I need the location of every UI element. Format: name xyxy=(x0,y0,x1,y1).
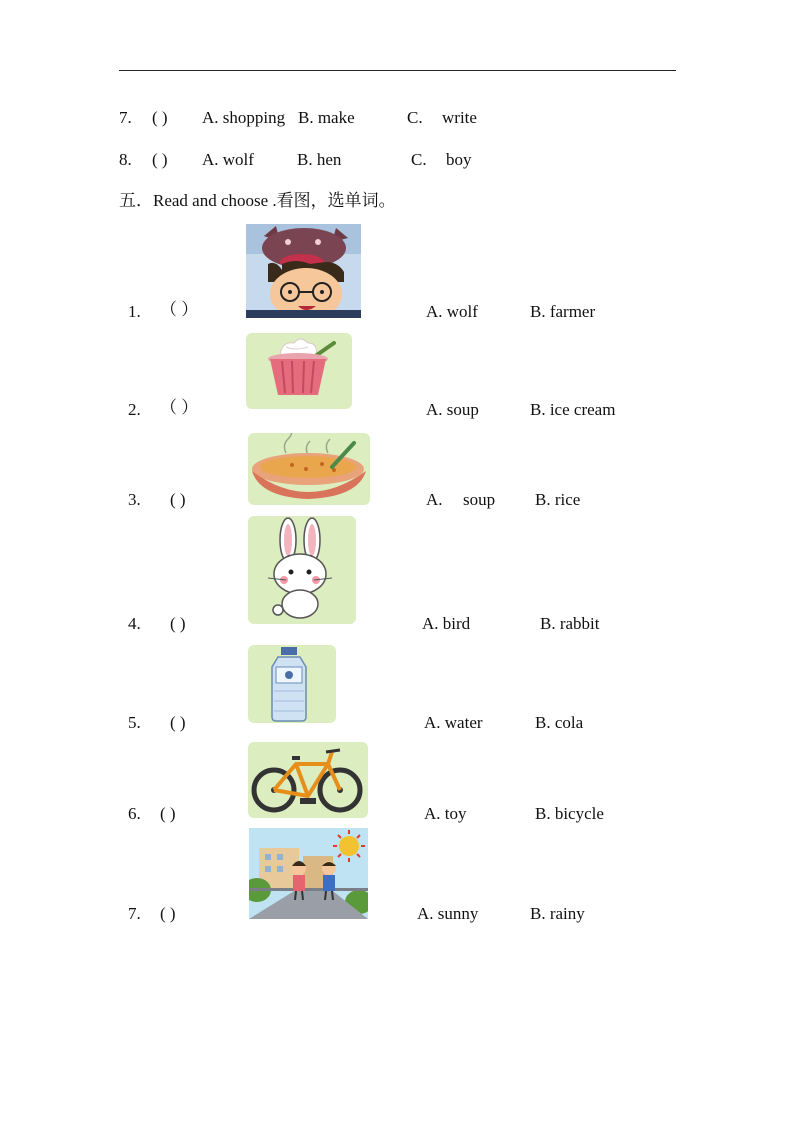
item-2-number: 2. xyxy=(128,400,141,419)
item-1-option-b: B. farmer xyxy=(530,302,596,321)
q8-option-b: B. hen xyxy=(297,150,342,169)
q8-number: 8. xyxy=(119,150,132,169)
item-3-picture-soup-bowl xyxy=(248,433,370,505)
item-3-answer-blank[interactable]: ( ) xyxy=(170,490,186,509)
item-6-answer-blank[interactable]: ( ) xyxy=(160,804,176,823)
item-5-number: 5. xyxy=(128,713,141,732)
item-2-option-b: B. ice cream xyxy=(530,400,616,419)
item-4-number: 4. xyxy=(128,614,141,633)
item-2-option-a: A. soup xyxy=(426,400,479,419)
item-5-picture-water-bottle xyxy=(248,645,336,723)
q8-answer-blank[interactable]: ( ) xyxy=(152,150,168,169)
q7-number: 7. xyxy=(119,108,132,127)
item-7-picture-sunny-day xyxy=(249,828,368,919)
item-4-option-b: B. rabbit xyxy=(540,614,600,633)
q7-option-c-word: write xyxy=(442,108,477,127)
item-1-picture-boy-wolf-mask xyxy=(246,224,361,318)
item-5-option-a: A. water xyxy=(424,713,483,732)
q7-answer-blank[interactable]: ( ) xyxy=(152,108,168,127)
item-5-option-b: B. cola xyxy=(535,713,584,732)
q7-option-c-label: C. xyxy=(407,108,423,127)
item-3-number: 3. xyxy=(128,490,141,509)
item-6-number: 6. xyxy=(128,804,141,823)
item-7-option-a: A. sunny xyxy=(417,904,479,923)
item-2-picture-ice-cream xyxy=(246,333,352,409)
item-3-option-b: B. rice xyxy=(535,490,581,509)
q8-option-a: A. wolf xyxy=(202,150,254,169)
item-6-picture-bicycle xyxy=(248,742,368,818)
item-5-answer-blank[interactable]: ( ) xyxy=(170,713,186,732)
item-3-option-a-word: soup xyxy=(463,490,496,509)
q8-option-c-label: C. xyxy=(411,150,427,169)
item-4-answer-blank[interactable]: ( ) xyxy=(170,614,186,633)
item-4-option-a: A. bird xyxy=(422,614,471,633)
header-rule xyxy=(119,70,676,71)
item-6-option-b: B. bicycle xyxy=(535,804,604,823)
item-4-picture-rabbit xyxy=(248,516,356,624)
item-1-number: 1. xyxy=(128,302,141,321)
q8-option-c-word: boy xyxy=(446,150,472,169)
item-3-option-a-label: A. xyxy=(426,490,443,509)
item-7-answer-blank[interactable]: ( ) xyxy=(160,904,176,923)
item-6-option-a: A. toy xyxy=(424,804,467,823)
q7-option-a: A. shopping xyxy=(202,108,286,127)
item-1-answer-blank[interactable]: （ ） xyxy=(160,300,199,319)
item-7-number: 7. xyxy=(128,904,141,923)
item-1-option-a: A. wolf xyxy=(426,302,478,321)
item-7-option-b: B. rainy xyxy=(530,904,585,923)
item-2-answer-blank[interactable]: （ ） xyxy=(160,398,199,417)
q7-option-b: B. make xyxy=(298,108,355,127)
section-title: 五．Read and choose .看图，选单词。 xyxy=(119,191,396,210)
